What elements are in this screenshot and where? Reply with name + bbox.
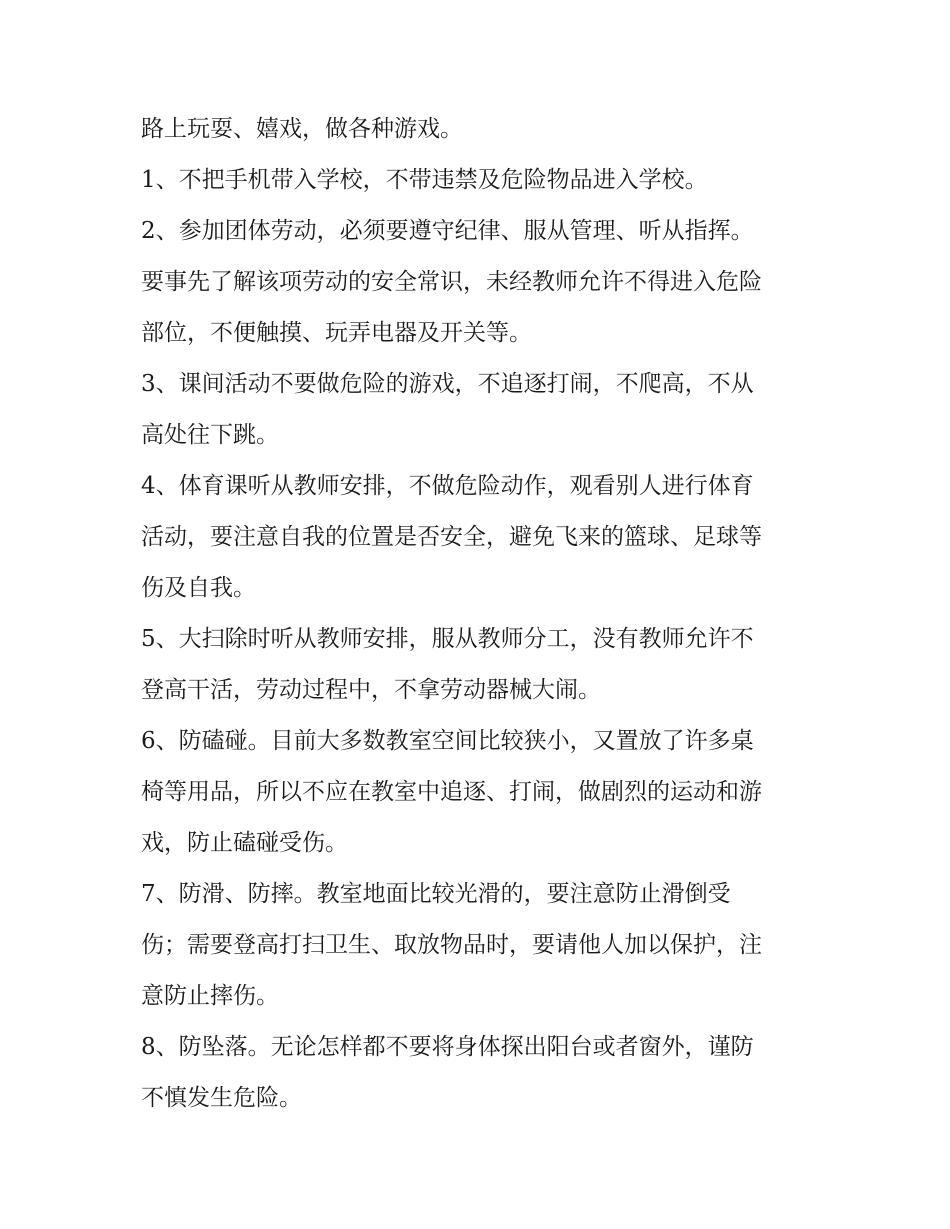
text-line: 意防止摔伤。 (141, 983, 279, 1009)
text-line: 要事先了解该项劳动的安全常识，未经教师允许不得进入危险 (141, 269, 762, 295)
text-line: 登高干活，劳动过程中，不拿劳动器械大闹。 (141, 677, 601, 703)
list-item-3: 3、课间活动不要做危险的游戏，不追逐打闹，不爬高，不从 (141, 371, 754, 397)
list-item-2: 2、参加团体劳动，必须要遵守纪律、服从管理、听从指挥。 (141, 218, 754, 244)
text-line: 戏，防止磕碰受伤。 (141, 830, 348, 856)
text-line: 不慎发生危险。 (141, 1085, 302, 1111)
list-item-4: 4、体育课听从教师安排，不做危险动作，观看别人进行体育 (141, 473, 754, 499)
text-line: 椅等用品，所以不应在教室中追逐、打闹，做剧烈的运动和游 (141, 779, 762, 805)
list-item-7: 7、防滑、防摔。教室地面比较光滑的，要注意防止滑倒受 (141, 881, 731, 907)
list-item-5: 5、大扫除时听从教师安排，服从教师分工，没有教师允许不 (141, 626, 754, 652)
text-line: 高处往下跳。 (141, 422, 279, 448)
document-body (141, 111, 821, 1131)
text-line: 活动，要注意自我的位置是否安全，避免飞来的篮球、足球等 (141, 524, 762, 550)
text-line: 伤；需要登高打扫卫生、取放物品时，要请他人加以保护，注 (141, 932, 762, 958)
list-item-8: 8、防坠落。无论怎样都不要将身体探出阳台或者窗外，谨防 (141, 1034, 754, 1060)
text-line: 路上玩耍、嬉戏，做各种游戏。 (141, 116, 463, 142)
text-line: 伤及自我。 (141, 575, 256, 601)
text-line: 部位，不便触摸、玩弄电器及开关等。 (141, 320, 532, 346)
list-item-6: 6、防磕碰。目前大多数教室空间比较狭小，又置放了许多桌 (141, 728, 754, 754)
list-item-1: 1、不把手机带入学校，不带违禁及危险物品进入学校。 (141, 167, 708, 193)
